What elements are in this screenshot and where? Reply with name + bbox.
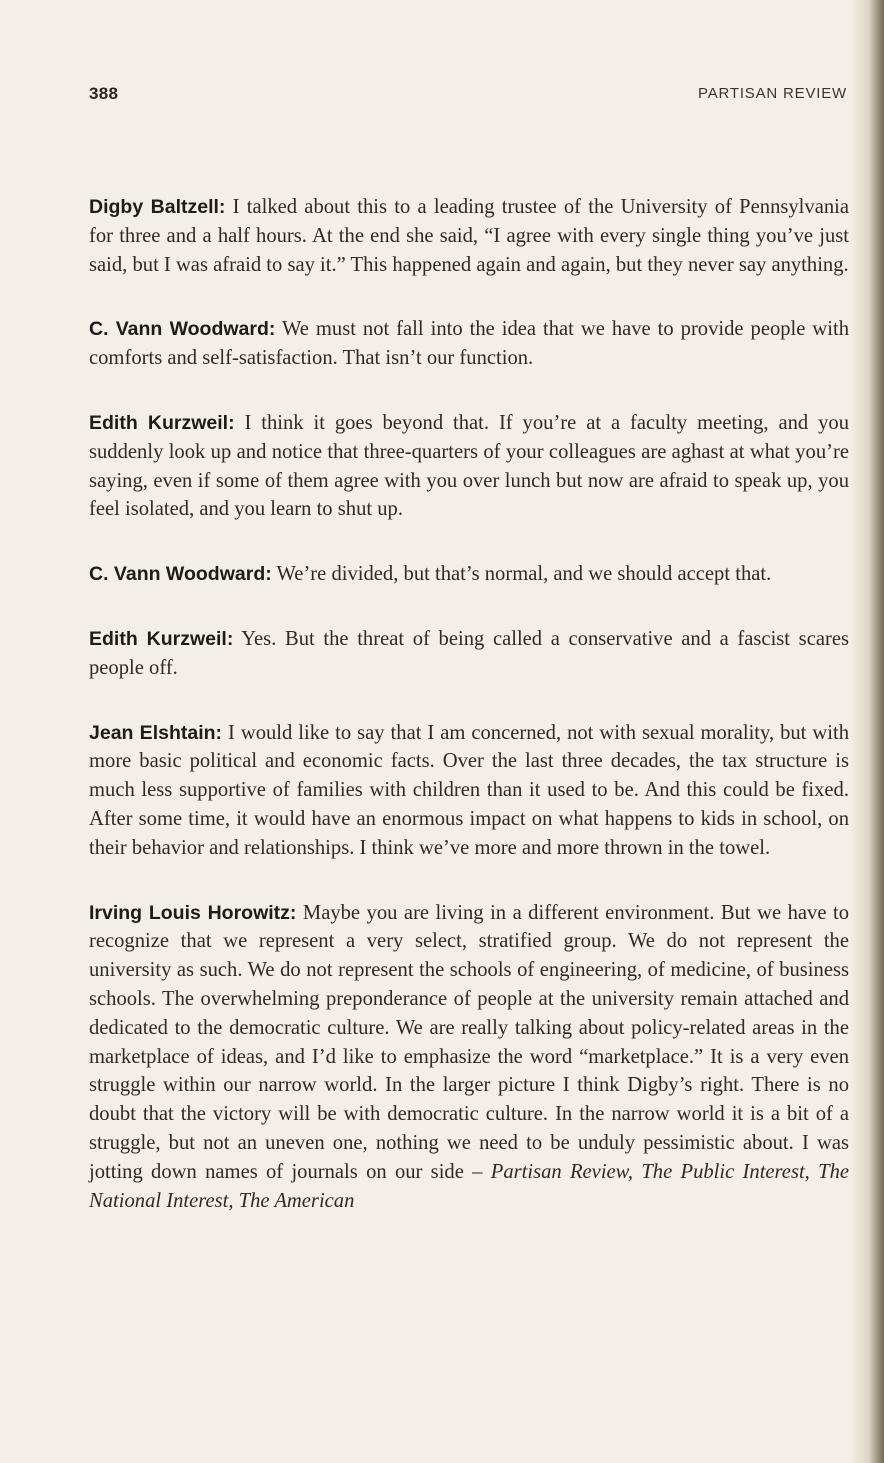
paragraph-text: I think it goes beyond that. If you’re at a faculty meeting, and you suddenly look up and notice that three-quarters of your colleagues are aghast at what you’re saying, even if some of them agree with you over lunch but now are afraid to speak up, you feel isolated, and you learn to shut up. — [89, 411, 849, 521]
speaker-name: Edith Kurzweil: — [89, 411, 235, 434]
paragraph-text: We must not fall into the idea that we have to provide people with comforts and self-satisfaction. That isn’t our function. — [89, 318, 849, 370]
paragraph-text: Yes. But the threat of being called a conservative and a fascist scares people off. — [89, 627, 849, 679]
dialogue-paragraph — [89, 315, 849, 373]
speaker-name: Irving Louis Horowitz: — [89, 901, 297, 924]
speaker-name: Digby Baltzell: — [89, 196, 226, 218]
paragraph-text: I talked about this to a leading trustee of the University of Pennsylvania for three and a half hours. At the end she said, “I agree with every single thing you’ve just said, but I was afraid to say it.” This happened again and again, but they never say anything. — [89, 196, 849, 276]
dialogue-paragraph — [89, 625, 849, 683]
speaker-name: Jean Elshtain: — [89, 721, 223, 744]
dialogue-paragraph — [89, 899, 849, 1216]
paragraph-text: I would like to say that I am concerned, not with sexual morality, but with more basic political and economic facts. Over the last three decades, the tax structure is much less supportive of families with children than it used to be. And this could be fixed. After some time, it would have an enormous impact on what happens to kids in school, on their behavior and relationships. I think we’ve more and more thrown in the towel. — [89, 721, 849, 859]
paragraph-text: We’re divided, but that’s normal, and we should accept that. — [276, 563, 772, 586]
speaker-name: Edith Kurzweil: — [89, 627, 234, 650]
dialogue-body — [89, 193, 849, 1251]
page-number: 388 — [89, 84, 119, 103]
page-header — [89, 84, 847, 108]
paragraph-text: Maybe you are living in a different environment. But we have to recognize that we represent a very select, stratified group. We do not represent the university as such. We do not represent the schools of engineering, of medicine, of business schools. The overwhelming preponderance of people at the university remain attached and dedicated to the democratic culture. We are really talking about policy-related areas in the marketplace of ideas, and I’d like to emphasize the word “marketplace.” It is a very even struggle within our narrow world. In the larger picture I think Digby’s right. There is no doubt that the victory will be with democratic culture. In the narrow world it is a bit of a struggle, but not an uneven one, nothing we need to be unduly pessimistic about. I was jotting down names of journals on our side – — [89, 901, 849, 1183]
dialogue-paragraph — [89, 193, 849, 279]
dialogue-paragraph — [89, 409, 849, 524]
dialogue-paragraph — [89, 560, 849, 589]
page-edge-shadow — [850, 0, 884, 1463]
running-head: PARTISAN REVIEW — [698, 85, 847, 102]
speaker-name: C. Vann Woodward: — [89, 563, 272, 586]
journal-titles: Partisan Review, The Public Interest, The National Interest, The American — [89, 1160, 850, 1212]
dialogue-paragraph — [89, 719, 849, 863]
speaker-name: C. Vann Woodward: — [89, 318, 276, 341]
